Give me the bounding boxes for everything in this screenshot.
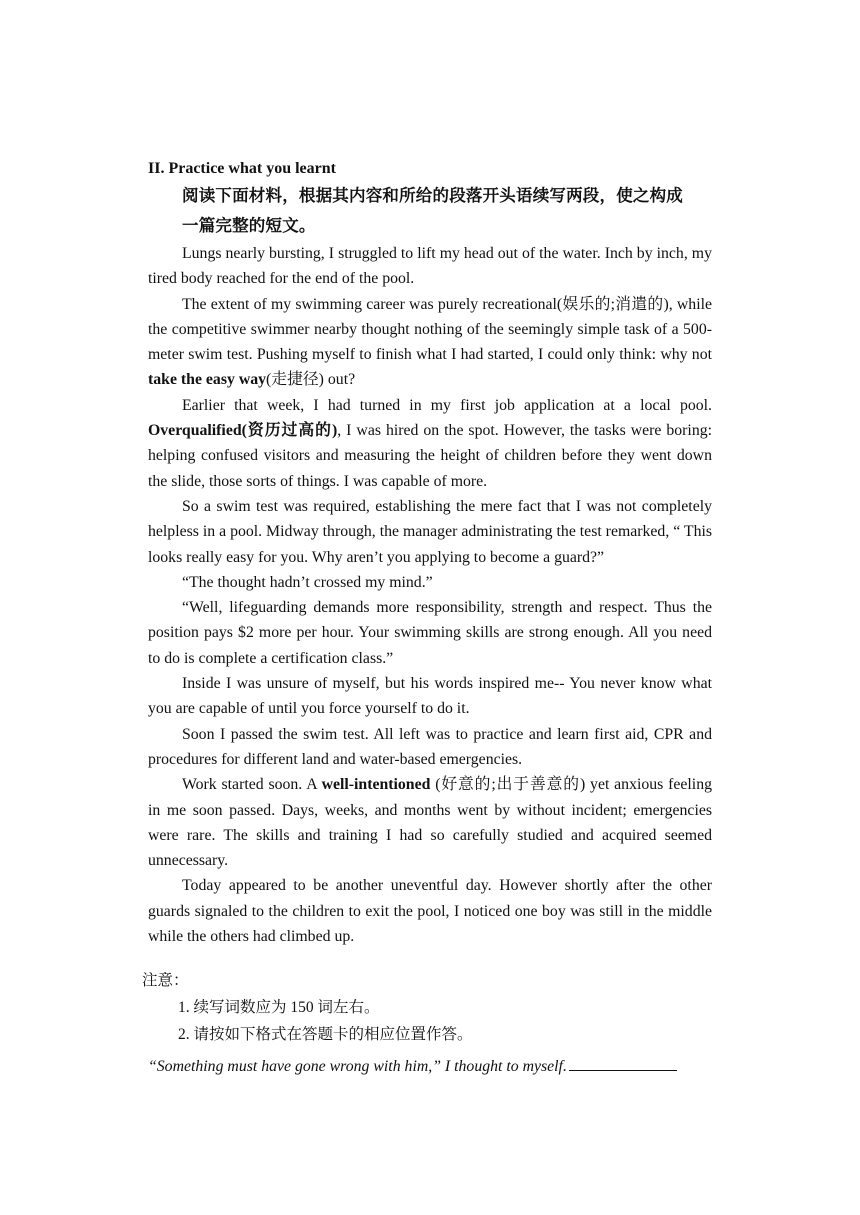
- paragraph-text: Today appeared to be another uneventful day. However shortly after the other guards signaled to the children to exit the pool, I noticed one boy was still in the middle while the others had climbed up.: [148, 877, 712, 946]
- paragraph-6: [148, 595, 712, 671]
- notice-label: 注意：: [142, 972, 189, 989]
- passage-body: [148, 241, 712, 949]
- paragraph-text: Lungs nearly bursting, I struggled to lift my head out of the water. Inch by inch, my tired body reached for the end of the pool.: [148, 245, 712, 288]
- paragraph-7: [148, 671, 712, 722]
- paragraph-5: [148, 570, 712, 595]
- paragraph-8: [148, 722, 712, 773]
- note-item-1: 1. 续写词数应为 150 词左右。: [178, 999, 380, 1016]
- paragraph-2: [148, 292, 712, 393]
- bold-term: Overqualified(资历过高的): [148, 422, 338, 440]
- answer-blank[interactable]: [569, 1052, 677, 1071]
- continuation-prompt: “Something must have gone wrong with him,” I thought to myself.: [148, 1058, 567, 1075]
- reading-material: [148, 157, 712, 949]
- instruction-line-1: 阅读下面材料，根据其内容和所给的段落开头语续写两段，使之构成: [182, 186, 683, 205]
- paragraph-text: Earlier that week, I had turned in my first job application at a local pool.: [182, 396, 712, 414]
- paragraph-9: [148, 772, 712, 873]
- paragraph-text: So a swim test was required, establishing the mere fact that I was not completely helpless in a pool. Midway through, the manager administrating the test remarked, “ This looks really easy for you. Why aren’t you applying to become a guard?”: [148, 497, 712, 566]
- paragraph-text: (好意的;出于善意的) yet anxious feeling in me soon passed. Days, weeks, and months went by without incident; emergencies were rare. The skills and training I had so carefully studied and acquired seemed unnecessary.: [148, 776, 712, 870]
- paragraph-text: “Well, lifeguarding demands more responsibility, strength and respect. Thus the position pays $2 more per hour. Your swimming skills are strong enough. All you need to do is complete a certification class.”: [148, 599, 712, 667]
- continuation-line: [148, 1052, 714, 1079]
- paragraph-10: [148, 873, 712, 949]
- paragraph-text: Work started soon. A: [182, 776, 322, 794]
- paragraph-4: [148, 494, 712, 570]
- bold-term: well-intentioned: [321, 776, 431, 794]
- paragraph-text: Soon I passed the swim test. All left was to practice and learn first aid, CPR and procedures for different land and water-based emergencies.: [148, 725, 712, 768]
- paragraph-text: , I was hired on the spot. However, the tasks were boring: helping confused visitors and measuring the height of children before they went down the slide, those sorts of things. I was capable of more.: [148, 422, 713, 490]
- section-title: II. Practice what you learnt: [148, 160, 336, 177]
- paragraph-1: [148, 241, 712, 292]
- paragraph-text: The extent of my swimming career was purely recreational(娱乐的;消遣的), while the competitive swimmer nearby thought nothing of the seemingly simple task of a 500-meter swim test. Pushing myself to finish what I had started, I could only think: why not: [148, 295, 712, 364]
- paragraph-text: Inside I was unsure of myself, but his words inspired me-- You never know what you are capable of until you force yourself to do it.: [148, 675, 712, 718]
- bold-term: take the easy way: [148, 371, 267, 389]
- paragraph-3: [148, 393, 712, 494]
- paragraph-text: “The thought hadn’t crossed my mind.”: [182, 573, 433, 591]
- paragraph-text: (走捷径) out?: [266, 371, 356, 389]
- note-item-2: 2. 请按如下格式在答题卡的相应位置作答。: [178, 1026, 473, 1043]
- instruction-line-2: 一篇完整的短文。: [182, 216, 316, 235]
